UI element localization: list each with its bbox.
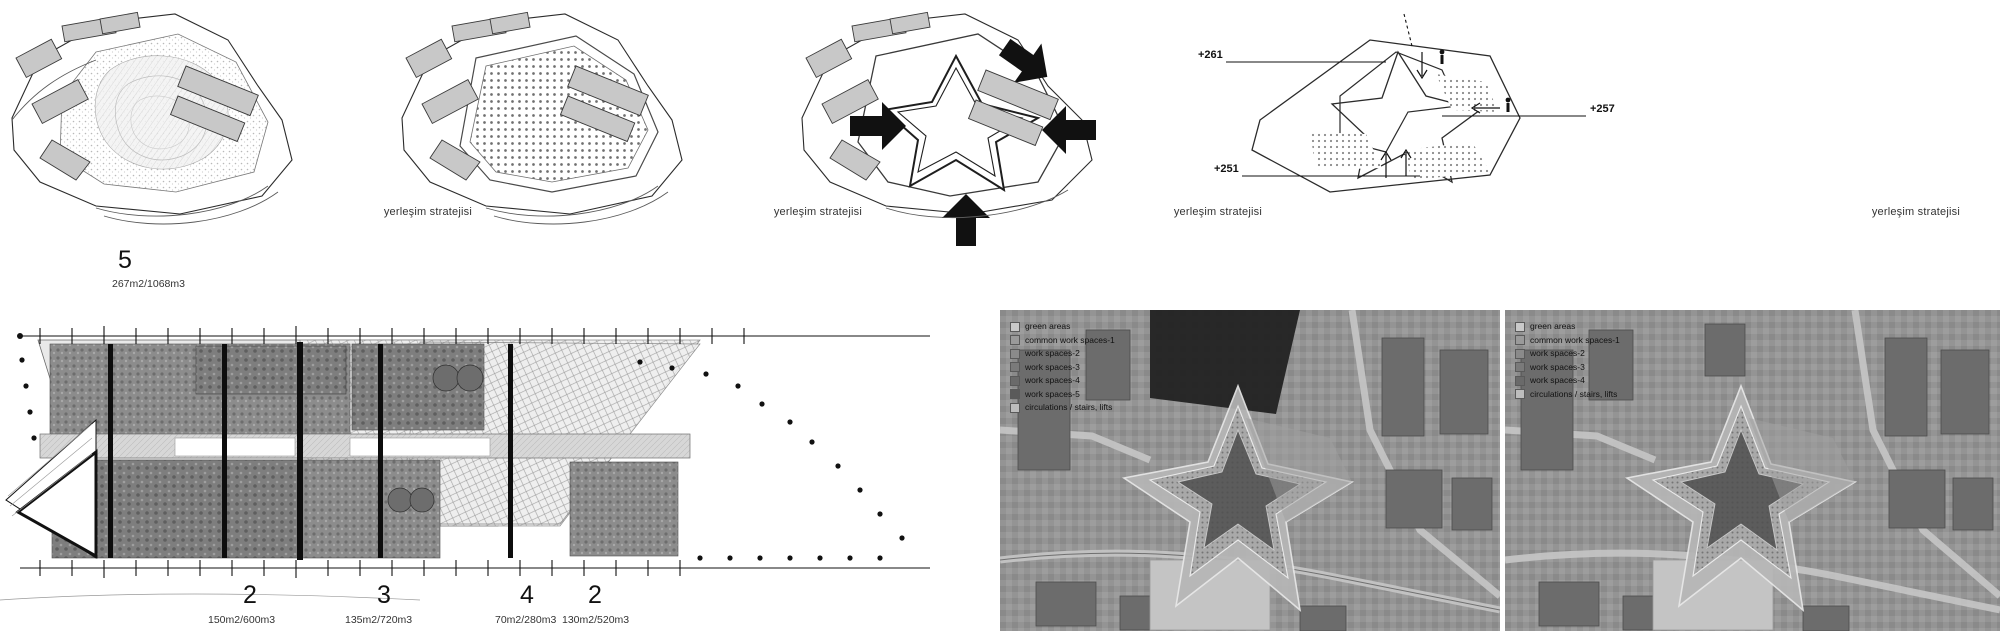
legend-item — [1010, 347, 1115, 361]
legend-swatch-green-areas — [1515, 322, 1525, 332]
legend-swatch-work-spaces-3 — [1010, 362, 1020, 372]
section-marker-number-4: 2 — [588, 581, 602, 609]
panel-levels-section — [1190, 0, 2000, 278]
legend-left — [1010, 320, 1115, 415]
section-marker-number-1: 2 — [243, 581, 257, 609]
legend-swatch-work-spaces-4 — [1010, 376, 1020, 386]
legend-item — [1515, 374, 1620, 388]
legend-label: work spaces-3 — [1025, 361, 1080, 372]
legend-swatch-circulations — [1010, 403, 1020, 413]
legend-item — [1515, 334, 1620, 348]
legend-label: work spaces-5 — [1025, 388, 1080, 399]
legend-item — [1010, 374, 1115, 388]
panel-caption: yerleşim stratejisi — [383, 206, 472, 218]
legend-swatch-circulations — [1515, 389, 1525, 399]
section-marker-label-4: 130m2/520m3 — [562, 614, 630, 626]
legend-swatch-work-spaces-3 — [1515, 362, 1525, 372]
legend-label: work spaces-4 — [1025, 375, 1080, 385]
building-section-panel — [0, 246, 990, 631]
section-marker-label-top: 267m2/1068m3 — [112, 278, 185, 290]
legend-item — [1010, 320, 1115, 334]
legend-item — [1010, 401, 1115, 415]
section-marker-label-3: 70m2/280m3 — [495, 614, 557, 626]
svg-text:+261: +261 — [1198, 49, 1223, 61]
section-marker-label-1: 150m2/600m3 — [208, 614, 276, 626]
section-marker-number-3: 4 — [520, 581, 534, 609]
legend-swatch-work-spaces-5 — [1010, 389, 1020, 399]
legend-label: green areas — [1025, 321, 1071, 331]
legend-label: circulations / stairs, lifts — [1530, 388, 1618, 399]
aerial-right — [1505, 310, 2000, 631]
section-marker-number-top: 5 — [118, 246, 132, 274]
legend-label: circulations / stairs, lifts — [1025, 402, 1113, 412]
aerial-left — [1000, 310, 1500, 631]
svg-text:+257: +257 — [1590, 103, 1615, 115]
legend-right — [1515, 320, 1620, 401]
top-diagram-row — [0, 0, 2000, 278]
legend-item — [1010, 334, 1115, 348]
section-marker-label-2: 135m2/720m3 — [345, 614, 413, 626]
legend-swatch-work-spaces-4 — [1515, 376, 1525, 386]
legend-item — [1010, 361, 1115, 375]
legend-label: green areas — [1530, 321, 1576, 331]
legend-swatch-common-work-spaces-1 — [1010, 335, 1020, 345]
legend-item — [1515, 361, 1620, 375]
panel-caption: yerleşim stratejisi — [1173, 206, 1262, 218]
legend-label: work spaces-4 — [1530, 375, 1585, 385]
legend-swatch-work-spaces-2 — [1010, 349, 1020, 359]
section-marker-number-2: 3 — [377, 581, 391, 609]
legend-swatch-common-work-spaces-1 — [1515, 335, 1525, 345]
svg-text:+251: +251 — [1214, 163, 1239, 175]
legend-label: work spaces-3 — [1530, 361, 1585, 372]
legend-label: common work spaces-1 — [1530, 334, 1620, 345]
panel-caption: yerleşim stratejisi — [1871, 206, 1960, 218]
legend-label: work spaces-2 — [1025, 348, 1080, 358]
legend-item — [1010, 388, 1115, 402]
site-plan-drawing-4 — [1190, 0, 2000, 278]
legend-swatch-work-spaces-2 — [1515, 349, 1525, 359]
legend-item — [1515, 388, 1620, 402]
legend-label: common work spaces-1 — [1025, 334, 1115, 345]
legend-label: work spaces-2 — [1530, 348, 1585, 358]
legend-item — [1515, 320, 1620, 334]
panel-caption: yerleşim stratejisi — [773, 206, 862, 218]
building-section-drawing — [0, 300, 990, 631]
legend-item — [1515, 347, 1620, 361]
legend-swatch-green-areas — [1010, 322, 1020, 332]
